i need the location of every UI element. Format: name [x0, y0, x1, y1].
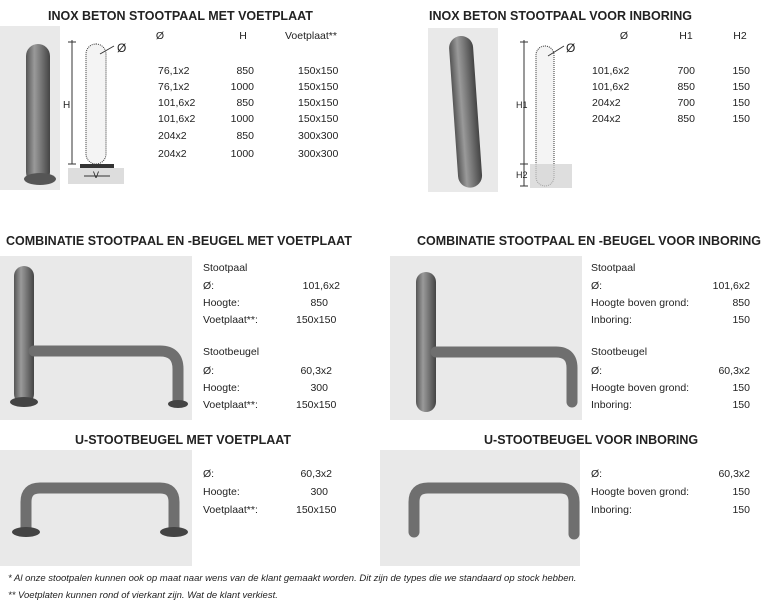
drawing-diameter-label: Ø	[566, 41, 576, 55]
spec-label: Voetplaat**:	[203, 504, 258, 516]
table-header: Ø	[619, 30, 629, 42]
table-header: H2	[733, 30, 747, 42]
spec-label: Voetplaat**:	[203, 314, 258, 326]
spec-value: 300	[310, 486, 328, 498]
table-cell: 300x300	[298, 148, 339, 160]
table-cell: 850	[236, 97, 254, 109]
drawing-height-label: H	[63, 100, 71, 111]
spec-label: Ø:	[591, 468, 603, 480]
spec-label: Inboring:	[591, 504, 632, 516]
table-cell: 204x2	[158, 148, 187, 160]
paal-subtitle: Stootpaal	[203, 262, 248, 274]
table-cell: 850	[677, 113, 695, 125]
spec-value: 850	[732, 297, 750, 309]
table-cell: 76,1x2	[158, 65, 190, 77]
table-cell: 300x300	[298, 130, 339, 142]
paal-subtitle: Stootpaal	[591, 262, 636, 274]
spec-label: Hoogte boven grond:	[591, 382, 690, 394]
table-cell: 1000	[230, 148, 254, 160]
table-cell: 76,1x2	[158, 81, 190, 93]
section-title-u-beugel-inboring: U-STOOTBEUGEL VOOR INBORING	[484, 433, 699, 447]
spec-label: Ø:	[591, 365, 603, 377]
table-cell: 101,6x2	[158, 113, 196, 125]
stootpaal-photo	[0, 26, 60, 190]
table-cell: 150x150	[298, 65, 339, 77]
section-title-stootpaal-inboring: INOX BETON STOOTPAAL VOOR INBORING	[429, 9, 692, 23]
spec-label: Ø:	[203, 280, 215, 292]
spec-label: Ø:	[203, 468, 215, 480]
spec-value: 150	[732, 486, 750, 498]
table-cell: 101,6x2	[158, 97, 196, 109]
drawing-h1-label: H1	[516, 100, 528, 110]
u-beugel-voetplaat-photo	[0, 450, 192, 566]
stootpaal-inboring-technical-drawing	[512, 40, 572, 190]
spec-value: 150x150	[296, 399, 337, 411]
spec-label: Ø:	[591, 280, 603, 292]
footnote-voetplaten: ** Voetplaten kunnen rond of vierkant zijn. Wat de klant verkiest.	[8, 590, 278, 601]
table-cell: 101,6x2	[592, 65, 630, 77]
table-header: H1	[679, 30, 693, 42]
table-header: H	[239, 30, 247, 42]
section-title-combinatie-voetplaat: COMBINATIE STOOTPAAL EN -BEUGEL MET VOETPLAAT	[6, 234, 352, 248]
spec-value: 60,3x2	[718, 468, 750, 480]
spec-label: Inboring:	[591, 399, 632, 411]
combinatie-voetplaat-photo	[0, 256, 192, 420]
section-title-combinatie-inboring: COMBINATIE STOOTPAAL EN -BEUGEL VOOR INBORING	[417, 234, 762, 248]
drawing-h2-label: H2	[516, 170, 528, 180]
table-cell: 150	[732, 81, 750, 93]
spec-label: Hoogte boven grond:	[591, 297, 690, 309]
spec-value: 300	[310, 382, 328, 394]
table-cell: 850	[236, 130, 254, 142]
spec-value: 60,3x2	[718, 365, 750, 377]
table-header: Ø	[155, 30, 165, 42]
table-cell: 700	[677, 97, 695, 109]
beugel-subtitle: Stootbeugel	[591, 346, 648, 358]
spec-value: 150	[732, 504, 750, 516]
spec-value: 60,3x2	[300, 365, 332, 377]
spec-value: 150	[732, 399, 750, 411]
stootpaal-technical-drawing	[60, 40, 130, 190]
table-cell: 204x2	[592, 113, 621, 125]
footnote-custom-sizes: * Al onze stootpalen kunnen ook op maat naar wens van de klant gemaakt worden. Dit zijn de types die we standaard op stock hebben.	[8, 573, 577, 584]
section-title-stootpaal-voetplaat: INOX BETON STOOTPAAL MET VOETPLAAT	[48, 9, 313, 23]
spec-value: 150	[732, 314, 750, 326]
spec-value: 150x150	[296, 504, 337, 516]
table-cell: 150	[732, 65, 750, 77]
beugel-subtitle: Stootbeugel	[203, 346, 260, 358]
drawing-width-label: V	[93, 170, 100, 180]
table-cell: 150x150	[298, 97, 339, 109]
table-cell: 204x2	[158, 130, 187, 142]
table-cell: 1000	[230, 81, 254, 93]
spec-value: 60,3x2	[300, 468, 332, 480]
spec-label: Hoogte:	[203, 297, 240, 309]
table-cell: 150x150	[298, 81, 339, 93]
section-title-u-beugel-voetplaat: U-STOOTBEUGEL MET VOETPLAAT	[75, 433, 291, 447]
spec-label: Inboring:	[591, 314, 632, 326]
spec-value: 850	[310, 297, 328, 309]
table-cell: 700	[677, 65, 695, 77]
stootpaal-inboring-photo	[428, 28, 498, 192]
spec-value: 101,6x2	[712, 280, 750, 292]
spec-label: Hoogte:	[203, 486, 240, 498]
spec-value: 150	[732, 382, 750, 394]
u-beugel-inboring-photo	[380, 450, 580, 566]
table-cell: 850	[677, 81, 695, 93]
table-cell: 204x2	[592, 97, 621, 109]
combinatie-inboring-photo	[390, 256, 582, 420]
table-cell: 150	[732, 97, 750, 109]
spec-value: 101,6x2	[302, 280, 340, 292]
spec-label: Ø:	[203, 365, 215, 377]
table-cell: 850	[236, 65, 254, 77]
spec-value: 150x150	[296, 314, 337, 326]
spec-label: Voetplaat**:	[203, 399, 258, 411]
drawing-diameter-label: Ø	[117, 41, 127, 55]
spec-label: Hoogte:	[203, 382, 240, 394]
table-cell: 1000	[230, 113, 254, 125]
table-cell: 101,6x2	[592, 81, 630, 93]
table-cell: 150	[732, 113, 750, 125]
spec-label: Hoogte boven grond:	[591, 486, 690, 498]
table-header: Voetplaat**	[285, 30, 337, 42]
table-cell: 150x150	[298, 113, 339, 125]
